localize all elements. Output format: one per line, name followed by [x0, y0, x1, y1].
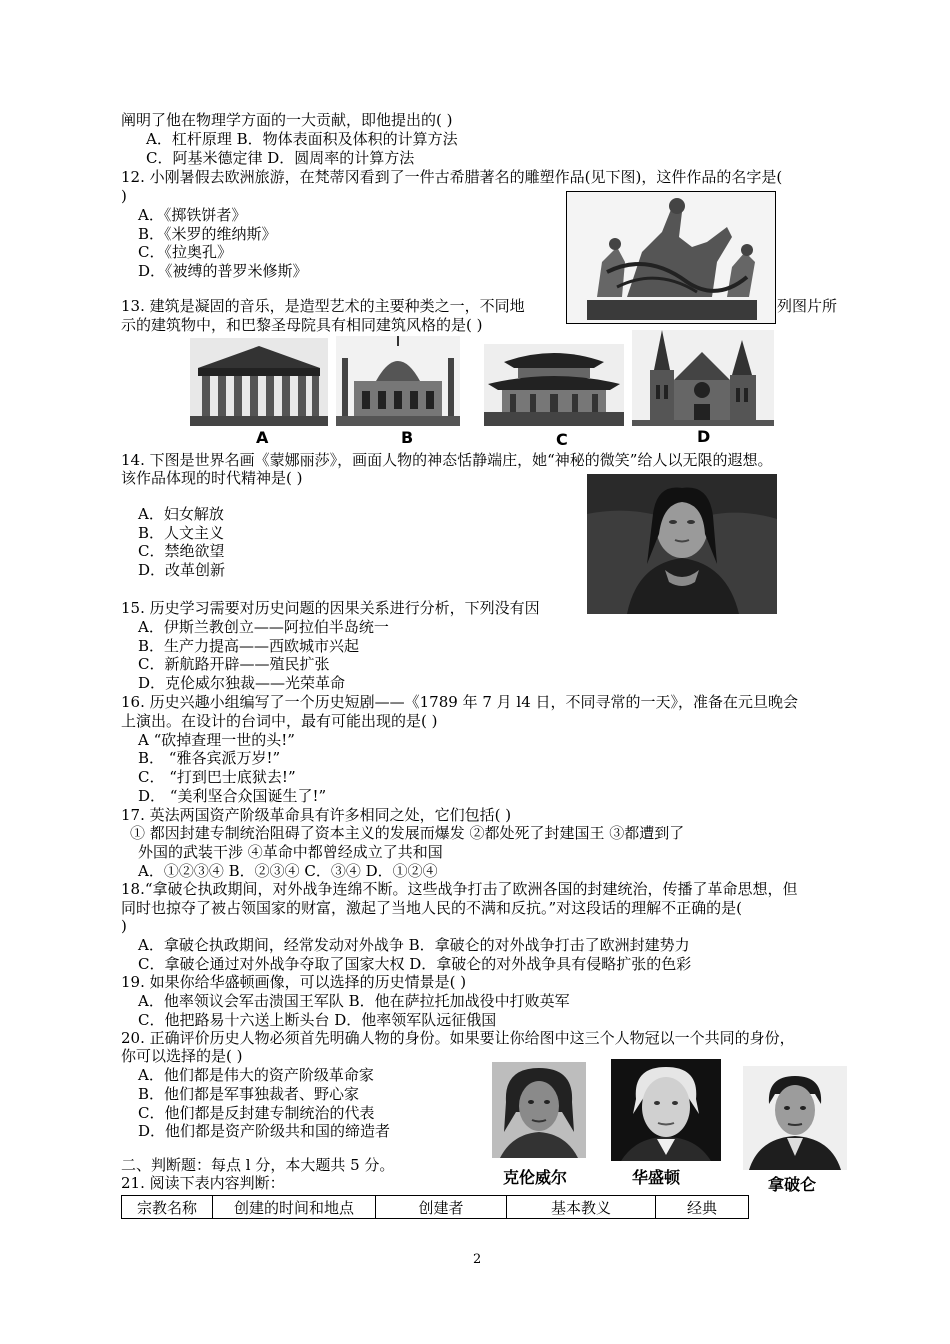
text-line: )	[121, 917, 127, 935]
option-line: B．人文主义	[138, 524, 225, 542]
option-line: D． “美利坚合众国诞生了!”	[138, 787, 327, 805]
question-19: 19. 如果你给华盛顿画像，可以选择的历史情景是( )	[121, 973, 467, 991]
building-label-c: C	[556, 430, 568, 449]
text-line: 列图片所	[777, 297, 838, 315]
text-line: 外国的武装干涉 ④革命中都曾经成立了共和国	[138, 843, 443, 861]
text-line: 同时也掠夺了被占领国家的财富，激起了当地人民的不满和反抗。”对这段话的理解不正确的是(	[121, 899, 743, 917]
mosque-image	[336, 336, 460, 426]
option-line: A．他们都是伟大的资产阶级革命家	[138, 1066, 374, 1084]
option-line: A．《掷铁饼者》	[138, 206, 247, 224]
table-header-cell: 创建的时间和地点	[213, 1196, 376, 1219]
gothic-church-image	[632, 330, 774, 426]
option-line: D．改革创新	[138, 561, 226, 579]
table-header-row	[122, 1196, 749, 1219]
question-18: 18.“拿破仑执政期间，对外战争连绵不断。这些战争打击了欧洲各国的封建统治，传播了革命思想，但	[121, 880, 798, 898]
option-line: D．他们都是资产阶级共和国的缔造者	[138, 1122, 391, 1140]
napoleon-portrait	[743, 1066, 847, 1170]
section-2-heading: 二、判断题：每点 l 分，本大题共 5 分。	[121, 1156, 395, 1174]
option-line: C．禁绝欲望	[138, 542, 225, 560]
question-13: 13. 建筑是凝固的音乐，是造型艺术的主要种类之一，不同地	[121, 297, 525, 315]
question-16: 16. 历史兴趣小组编写了一个历史短剧——《1789 年 7 月 l4 日，不同寻常的一天》，准备在元旦晚会	[121, 693, 799, 711]
option-line: C． “打到巴士底狱去!”	[138, 768, 296, 786]
text-line: )	[121, 187, 127, 205]
question-21: 21. 阅读下表内容判断：	[121, 1174, 285, 1192]
text-line: ① 都因封建专制统治阻碍了资本主义的发展而爆发 ②都处死了封建国王 ③都遭到了	[130, 824, 685, 842]
option-line: A．杠杆原理 B．物体表面积及体积的计算方法	[146, 130, 458, 148]
caption-washington: 华盛顿	[632, 1168, 681, 1187]
building-label-a: A	[256, 428, 269, 447]
option-line: A．①②③④ B．②③④ C．③④ D．①②④	[138, 862, 438, 880]
text-line: 示的建筑物中，和巴黎圣母院具有相同建筑风格的是( )	[121, 316, 483, 334]
option-line: C．他们都是反封建专制统治的代表	[138, 1104, 375, 1122]
option-line: B．生产力提高——西欧城市兴起	[138, 637, 360, 655]
option-line: C．他把路易十六送上断头台 D．他率领军队远征俄国	[138, 1011, 497, 1029]
table-header-cell: 宗教名称	[122, 1196, 213, 1219]
option-line: C．《拉奥孔》	[138, 243, 232, 261]
table-header-cell: 创建者	[376, 1196, 507, 1219]
laocoon-sculpture-image	[566, 191, 776, 324]
cromwell-portrait	[492, 1062, 586, 1158]
option-line: A．拿破仑执政期间，经常发动对外战争 B．拿破仑的对外战争打击了欧洲封建势力	[138, 936, 690, 954]
mona-lisa-image	[587, 474, 777, 614]
table-header-cell: 经典	[656, 1196, 749, 1219]
caption-cromwell: 克伦威尔	[503, 1168, 568, 1187]
question-15: 15. 历史学习需要对历史问题的因果关系进行分析，下列没有因	[121, 599, 540, 617]
option-line: A．妇女解放	[138, 505, 224, 523]
option-line: A．他率领议会军击溃国王军队 B．他在萨拉托加战役中打败英军	[138, 992, 570, 1010]
option-line: A．伊斯兰教创立——阿拉伯半岛统一	[138, 618, 389, 636]
option-line: C．阿基米德定律 D．圆周率的计算方法	[146, 149, 415, 167]
building-label-d: D	[697, 427, 711, 446]
parthenon-image	[190, 338, 328, 426]
text-line: 阐明了他在物理学方面的一大贡献，即他提出的( )	[121, 111, 453, 129]
option-line: D．克伦威尔独裁——光荣革命	[138, 674, 346, 692]
option-line: C．拿破仑通过对外战争夺取了国家大权 D．拿破仑的对外战争具有侵略扩张的色彩	[138, 955, 692, 973]
text-line: 该作品体现的时代精神是( )	[121, 469, 303, 487]
washington-portrait	[611, 1059, 721, 1161]
question-14: 14. 下图是世界名画《蒙娜丽莎》，画面人物的神态恬静端庄，她“神秘的微笑”给人以无限的遐想。	[121, 451, 773, 469]
building-label-b: B	[401, 428, 414, 447]
text-line: 上演出。在设计的台词中，最有可能出现的是( )	[121, 712, 438, 730]
question-12: 12. 小刚暑假去欧洲旅游，在梵蒂冈看到了一件古希腊著名的雕塑作品(见下图)，这件作品的名字是(	[121, 168, 783, 186]
table-header-cell: 基本教义	[507, 1196, 656, 1219]
chinese-palace-image	[484, 344, 624, 426]
option-line: D．《被缚的普罗米修斯》	[138, 262, 308, 280]
option-line: A “砍掉查理一世的头!”	[138, 731, 295, 749]
text-line: 你可以选择的是( )	[121, 1047, 243, 1065]
page-number: 2	[473, 1252, 482, 1267]
option-line: B．他们都是军事独裁者、野心家	[138, 1085, 360, 1103]
option-line: B．《米罗的维纳斯》	[138, 225, 277, 243]
caption-napoleon: 拿破仑	[768, 1175, 817, 1194]
question-20: 20. 正确评价历史人物必须首先明确人物的身份。如果要让你给图中这三个人物冠以一个共同的身份，	[121, 1029, 795, 1047]
religion-table	[121, 1195, 749, 1219]
option-line: B． “雅各宾派万岁!”	[138, 749, 281, 767]
option-line: C．新航路开辟——殖民扩张	[138, 655, 330, 673]
question-17: 17. 英法两国资产阶级革命具有许多相同之处，它们包括( )	[121, 806, 512, 824]
